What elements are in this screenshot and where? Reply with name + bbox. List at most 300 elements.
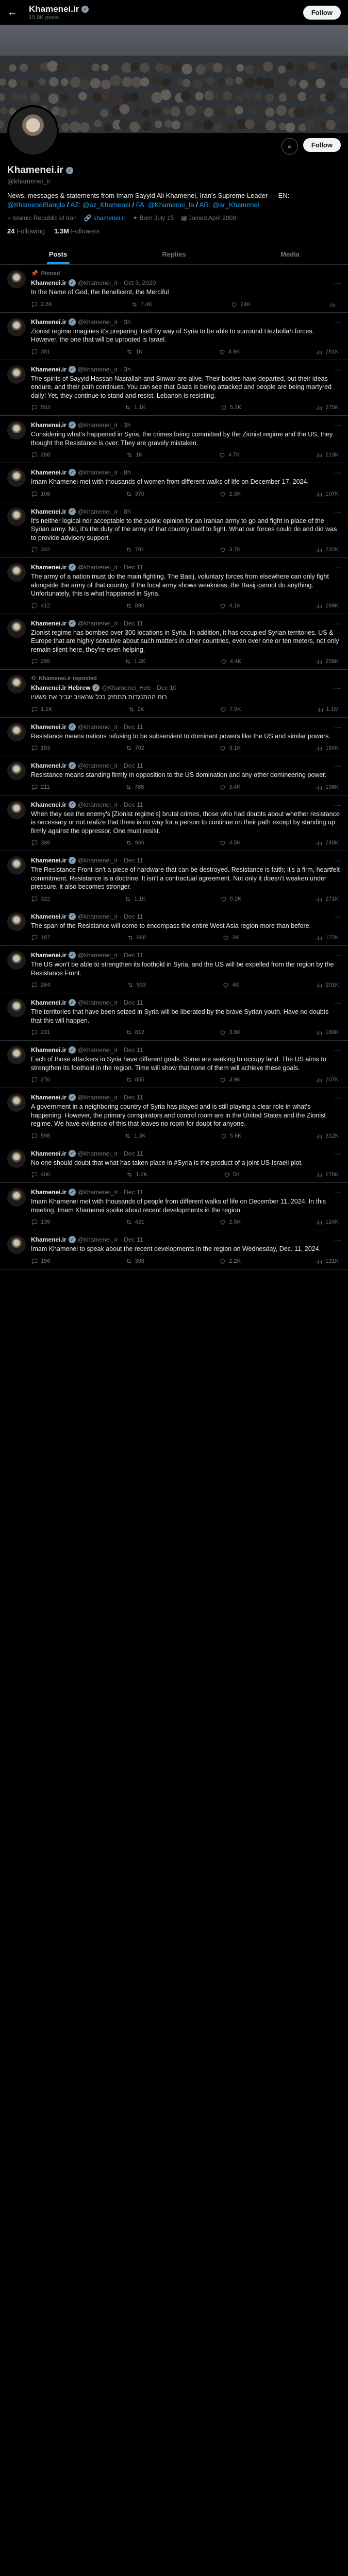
more-icon[interactable]: ··· (334, 800, 341, 809)
tweet-avatar[interactable] (7, 1093, 26, 1112)
views-button[interactable]: 275K (316, 404, 339, 411)
tweet-body (31, 801, 341, 847)
reply-icon (31, 1132, 38, 1140)
tweet[interactable] (0, 313, 348, 360)
more-icon[interactable]: ··· (334, 951, 341, 960)
like-icon (219, 1029, 226, 1036)
tweet-date[interactable]: Dec 11 (124, 1236, 143, 1244)
bio-link[interactable]: FA: @Khamenei_fa (136, 200, 194, 209)
views-icon (316, 602, 323, 609)
tweet-handle[interactable]: @khamenei_ir (77, 318, 118, 326)
reply-button[interactable]: 153 (31, 744, 50, 752)
tweet-actions (31, 451, 341, 459)
tweet-handle[interactable]: @khamenei_ir (77, 952, 118, 959)
views-button[interactable]: 124K (316, 1218, 339, 1226)
tweet-avatar[interactable] (7, 619, 26, 638)
views-button[interactable]: 258K (316, 658, 339, 665)
tweet[interactable] (0, 1230, 348, 1269)
reply-button[interactable]: 342 (31, 546, 50, 553)
like-button[interactable]: 2.3K (219, 490, 241, 498)
repost-button[interactable]: 1K (126, 348, 142, 355)
tweet-handle[interactable]: @Khamenei_Heb (102, 684, 151, 692)
tweet-header: Khamenei.ir ✓ @khamenei_ir · Dec 11 ··· (31, 563, 341, 572)
tweet[interactable] (0, 614, 348, 670)
tweet-avatar[interactable] (7, 365, 26, 384)
like-button[interactable]: 4.7K (219, 451, 240, 459)
repost-icon (125, 744, 132, 752)
tweet-actions (31, 706, 341, 713)
like-button[interactable]: 24K (230, 301, 251, 308)
verified-icon: ✓ (69, 857, 76, 864)
views-icon (316, 1076, 323, 1083)
tweet-author[interactable]: Khamenei.ir (31, 564, 67, 571)
views-icon (316, 546, 323, 553)
reply-button[interactable]: 2.6K (31, 301, 53, 308)
repost-icon (125, 1076, 132, 1083)
more-icon[interactable]: ··· (334, 1093, 341, 1102)
tweet-date[interactable]: Dec 11 (124, 1149, 143, 1157)
tweet-header: Khamenei.ir Hebrew ✓ @Khamenei_Heb · Dec 10 ··· (31, 684, 341, 692)
more-icon[interactable]: ··· (334, 1188, 341, 1197)
views-button[interactable]: 213K (316, 451, 339, 459)
tweet-date[interactable]: 3h (124, 318, 131, 326)
tweet[interactable] (0, 718, 348, 757)
tweet-handle[interactable]: @khamenei_ir (77, 279, 118, 287)
tweet-avatar[interactable] (7, 270, 26, 289)
reply-button[interactable]: 406 (31, 1171, 50, 1178)
tweet-date[interactable]: Dec 11 (124, 564, 143, 571)
like-button[interactable]: 3.4K (219, 784, 241, 791)
tweet-author[interactable]: Khamenei.ir (31, 857, 67, 865)
tweet-avatar[interactable] (7, 951, 26, 970)
tweet-header: Khamenei.ir ✓ @khamenei_ir · 3h ··· (31, 421, 341, 430)
reply-button[interactable]: 264 (31, 981, 50, 989)
repost-button[interactable]: 7.4K (131, 301, 153, 308)
post-count: 15.8K posts (29, 14, 59, 21)
tweet-text: In the Name of God, the Beneficent, the Merciful (31, 289, 169, 296)
tweet-body (31, 318, 341, 355)
profile-section (0, 133, 348, 235)
views-button[interactable]: 232K (316, 546, 339, 553)
views-icon (316, 348, 323, 355)
views-icon (329, 301, 336, 308)
more-icon[interactable]: ··· (334, 365, 341, 374)
bio-link[interactable]: @KhameneiBangla (7, 200, 65, 209)
reply-button[interactable]: 412 (31, 602, 50, 609)
tab-replies[interactable]: Replies (162, 250, 186, 259)
repost-button[interactable]: 702 (125, 744, 144, 752)
profile-follow-button[interactable]: Follow (303, 138, 341, 152)
repost-button[interactable]: 421 (125, 1218, 144, 1226)
website-item[interactable]: 🔗 khamenei.ir (84, 214, 126, 222)
tweet-header: Khamenei.ir ✓ @khamenei_ir · Dec 11 ··· (31, 800, 341, 809)
top-bar-name: Khamenei.ir (29, 4, 79, 14)
like-icon (220, 895, 227, 903)
tweet-text: The spirits of Sayyid Hassan Nasrallah and Sinwar are alive. Their bodies have departed, but their ideas endure, and their path continues. You can see that Gaza is being attacked and people are being martyred daily! Yet, they continue to stand and resist. Lebanon is resisting. (31, 375, 332, 399)
tweet-handle[interactable]: @khamenei_ir (77, 723, 118, 731)
tweet-date[interactable]: 3h (124, 365, 131, 373)
reply-button[interactable]: 108 (31, 490, 50, 498)
tweet-date[interactable]: Oct 3, 2020 (124, 279, 156, 287)
repost-button[interactable]: 1.1K (124, 404, 146, 411)
views-button[interactable]: 248K (316, 839, 339, 846)
repost-button[interactable]: 370 (125, 490, 144, 498)
tweet-handle[interactable]: @khamenei_ir (77, 1189, 118, 1196)
more-icon[interactable]: ··· (334, 761, 341, 770)
tweet-body (31, 1093, 341, 1140)
tweet-body (31, 1046, 341, 1083)
like-icon (219, 451, 226, 459)
tweet-actions (31, 1258, 341, 1265)
tweet[interactable] (0, 907, 348, 946)
reply-button[interactable]: 231 (31, 1029, 50, 1036)
tweet-avatar[interactable] (7, 318, 26, 336)
tweet-date[interactable]: Dec 11 (124, 1189, 143, 1196)
tweet[interactable] (0, 670, 348, 718)
tweet-header: Khamenei.ir ✓ @khamenei_ir · Dec 11 ··· (31, 856, 341, 865)
views-button[interactable]: 196K (316, 784, 339, 791)
repost-button[interactable]: 1.2K (124, 658, 146, 665)
views-button[interactable]: 299K (316, 602, 339, 609)
tweet-author[interactable]: Khamenei.ir (31, 1149, 67, 1157)
views-button[interactable]: 172K (316, 934, 339, 941)
repost-button[interactable]: 791 (125, 546, 144, 553)
tweet-handle[interactable]: @khamenei_ir (77, 762, 118, 770)
verified-icon: ✓ (69, 1236, 76, 1243)
following-count[interactable]: 24 Following (7, 227, 45, 235)
tweet-handle[interactable]: @khamenei_ir (77, 999, 118, 1007)
joined-item: ▦ Joined April 2009 (181, 214, 236, 222)
tab-posts[interactable]: Posts (0, 243, 116, 264)
like-button[interactable]: 5.3K (220, 404, 242, 411)
tweet-author[interactable]: Khamenei.ir (31, 1236, 67, 1244)
tweet-date[interactable]: Dec 11 (124, 912, 143, 920)
repost-button[interactable]: 855 (125, 1076, 144, 1083)
reply-icon (31, 490, 38, 498)
views-button[interactable] (329, 301, 339, 308)
tweet-author[interactable]: Khamenei.ir (31, 912, 67, 920)
tweet-body (31, 1235, 341, 1265)
reply-icon (31, 301, 38, 308)
tweet-handle[interactable]: @khamenei_ir (77, 1149, 118, 1157)
bio-link[interactable]: AR: @ar_Khamenei (199, 200, 259, 209)
tweet-header: Khamenei.ir ✓ @khamenei_ir · Dec 11 ··· (31, 1046, 341, 1055)
tweet-author[interactable]: Khamenei.ir (31, 365, 67, 373)
like-button[interactable]: 4.5K (219, 839, 241, 846)
reply-button[interactable]: 295 (31, 658, 50, 665)
tweet-avatar[interactable] (7, 856, 26, 875)
repost-icon (127, 934, 134, 941)
views-button[interactable]: 189K (316, 1029, 339, 1036)
reply-icon (31, 744, 38, 752)
tweet-avatar[interactable] (7, 1188, 26, 1207)
tab-media[interactable]: Media (280, 250, 300, 259)
reply-button[interactable]: 211 (31, 784, 50, 791)
more-icon[interactable]: ··· (334, 998, 341, 1007)
more-icon[interactable]: ··· (334, 317, 341, 326)
back-arrow-icon[interactable]: ← (7, 6, 18, 18)
tweet-header: Khamenei.ir ✓ @khamenei_ir · Oct 3, 2020 ··· (31, 279, 341, 287)
tweet-text: Imam Khamenei to speak about the recent developments in the region on Wednesday, Dec. 11, 2024. (31, 1245, 321, 1253)
tweet-date[interactable]: 8h (124, 507, 131, 515)
like-button[interactable]: 3.7K (219, 546, 241, 553)
tweet-author[interactable]: Khamenei.ir (31, 1046, 67, 1054)
tweet[interactable] (0, 1144, 348, 1183)
more-icon[interactable]: ··· (334, 1235, 341, 1244)
views-button[interactable]: 201K (316, 981, 339, 989)
tweet-author[interactable]: Khamenei.ir (31, 723, 67, 731)
tweet-handle[interactable]: @khamenei_ir (77, 564, 118, 571)
tweet-text: Zionist regime has bombed over 300 locations in Syria. In addition, it has occupied Syrian territories. US & Europe that are highly sensitive about such matters in other countries, even over one or ten meters, not only remain silent here, they're even helping. (31, 629, 339, 653)
views-icon (316, 404, 323, 411)
tweet-body (31, 421, 341, 459)
tweet-avatar[interactable] (7, 563, 26, 582)
tweet-author[interactable]: Khamenei.ir (31, 999, 67, 1007)
verified-icon: ✓ (69, 366, 76, 373)
tweet-avatar[interactable] (7, 998, 26, 1017)
repost-icon (125, 546, 132, 553)
more-icon[interactable]: ··· (334, 421, 341, 430)
tweet-author[interactable]: Khamenei.ir (31, 619, 67, 627)
tweet-handle[interactable]: @khamenei_ir (77, 1094, 118, 1101)
like-button[interactable]: 4K (222, 981, 239, 989)
like-icon (219, 1258, 226, 1265)
repost-button[interactable]: 1.1K (124, 895, 146, 903)
reply-button[interactable]: 139 (31, 1218, 50, 1226)
tweet[interactable] (0, 1183, 348, 1230)
tweet[interactable] (0, 360, 348, 416)
more-icon[interactable]: ··· (334, 563, 341, 572)
views-button[interactable]: 131K (316, 1258, 339, 1265)
repost-button[interactable]: 1.3K (124, 1132, 146, 1140)
like-button[interactable]: 4.1K (219, 602, 241, 609)
reply-button[interactable]: 381 (31, 348, 50, 355)
reply-button[interactable]: 187 (31, 934, 50, 941)
more-icon[interactable]: ··· (334, 1046, 341, 1055)
tweet[interactable] (0, 851, 348, 907)
tweet-actions (31, 784, 341, 791)
tweet-handle[interactable]: @khamenei_ir (77, 421, 118, 429)
tweet-date[interactable]: Dec 11 (124, 1094, 143, 1101)
tweet-avatar[interactable] (7, 1235, 26, 1254)
tweet-header: Khamenei.ir ✓ @khamenei_ir · 3h ··· (31, 317, 341, 326)
tweet-avatar[interactable] (7, 723, 26, 741)
views-button[interactable]: 184K (316, 744, 339, 752)
tweet-date[interactable]: Dec 11 (124, 857, 143, 865)
reply-button[interactable]: 503 (31, 404, 50, 411)
like-icon (219, 839, 226, 846)
reply-icon (31, 1029, 38, 1036)
like-button[interactable]: 5K (223, 1171, 240, 1178)
like-button[interactable]: 5.2K (220, 895, 242, 903)
like-button[interactable]: 2.2K (219, 1258, 241, 1265)
verified-icon: ✓ (69, 723, 76, 731)
tweet-avatar[interactable] (7, 507, 26, 526)
tweet-header: Khamenei.ir ✓ @khamenei_ir · 8h ··· (31, 507, 341, 516)
tweet[interactable] (0, 946, 348, 993)
more-icon[interactable]: ··· (334, 279, 341, 287)
reply-button[interactable]: 1.2K (31, 706, 53, 713)
tweet-date[interactable]: Dec 11 (124, 1046, 143, 1054)
tweet-text: No one should doubt that what has taken place in #Syria is the product of a joint US-Israeli plot. (31, 1159, 303, 1166)
reply-button[interactable]: 156 (31, 1258, 50, 1265)
tweet-actions (31, 602, 341, 609)
tweet[interactable] (0, 558, 348, 614)
tweet-header: Khamenei.ir ✓ @khamenei_ir · Dec 11 ··· (31, 951, 341, 960)
tweet-handle[interactable]: @khamenei_ir (77, 469, 118, 477)
repost-icon (125, 784, 132, 791)
repost-button[interactable]: 812 (125, 1029, 144, 1036)
like-icon (220, 1132, 227, 1140)
tweet-date[interactable]: 3h (124, 421, 131, 429)
tweet-avatar[interactable] (7, 421, 26, 439)
tweet-avatar[interactable] (7, 1046, 26, 1064)
repost-button[interactable]: 1.2K (126, 1171, 147, 1178)
tweet-date[interactable]: Dec 11 (124, 619, 143, 627)
top-follow-button[interactable]: Follow (303, 6, 341, 20)
views-button[interactable]: 312K (316, 1132, 339, 1140)
tweet-author[interactable]: Khamenei.ir (31, 469, 67, 477)
like-button[interactable]: 5.6K (220, 1132, 242, 1140)
reply-button[interactable]: 322 (31, 895, 50, 903)
profile-avatar[interactable] (7, 105, 59, 157)
views-button[interactable]: 107K (316, 490, 339, 498)
tweet[interactable] (0, 1041, 348, 1088)
tweet[interactable] (0, 416, 348, 463)
tweet-author[interactable]: Khamenei.ir (31, 801, 67, 808)
tweet[interactable] (0, 502, 348, 558)
search-icon[interactable]: ⌕ (281, 138, 298, 155)
repost-button[interactable]: 668 (127, 934, 146, 941)
tweet-handle[interactable]: @khamenei_ir (77, 1046, 118, 1054)
verified-icon: ✓ (69, 952, 76, 959)
location-item: ⌖ Islamic Republic of Iran (7, 214, 77, 222)
tweet-handle[interactable]: @khamenei_ir (77, 365, 118, 373)
more-icon[interactable]: ··· (334, 722, 341, 731)
tweet-handle[interactable]: @khamenei_ir (77, 801, 118, 808)
tweet-avatar[interactable] (7, 801, 26, 819)
verified-icon: ✓ (69, 1150, 76, 1157)
reply-button[interactable]: 276 (31, 1076, 50, 1083)
views-button[interactable]: 278K (316, 1171, 339, 1178)
views-button[interactable]: 207K (316, 1076, 339, 1083)
tweet-date[interactable]: Dec 11 (124, 723, 143, 731)
reply-button[interactable]: 288 (31, 451, 50, 459)
views-button[interactable]: 271K (316, 895, 339, 903)
tweet-date[interactable]: Dec 11 (124, 801, 143, 808)
repost-button[interactable]: 785 (125, 784, 144, 791)
tweet-author[interactable]: Khamenei.ir (31, 507, 67, 515)
tweet[interactable] (0, 1088, 348, 1144)
profile-stats (7, 227, 341, 235)
bio-link[interactable]: AZ: @az_Khamenei (70, 200, 130, 209)
repost-button[interactable]: 946 (125, 839, 144, 846)
tweet-avatar[interactable] (7, 761, 26, 780)
tweet[interactable] (0, 265, 348, 313)
tweet-author[interactable]: Khamenei.ir (31, 762, 67, 770)
tweet[interactable] (0, 756, 348, 795)
like-button[interactable]: 4.4K (220, 658, 242, 665)
tweet-date[interactable]: Dec 10 (157, 684, 177, 692)
more-icon[interactable]: ··· (334, 468, 341, 477)
verified-icon: ✓ (81, 6, 89, 13)
more-icon[interactable]: ··· (334, 912, 341, 921)
tweet-date[interactable]: Dec 11 (124, 999, 143, 1007)
like-button[interactable]: 4.9K (219, 348, 240, 355)
like-button[interactable]: 3.8K (219, 1029, 241, 1036)
repost-button[interactable]: 903 (127, 981, 146, 989)
tweet-avatar[interactable] (7, 468, 26, 487)
tweet-author[interactable]: Khamenei.ir (31, 421, 67, 429)
views-button[interactable]: 1.1M (317, 706, 339, 713)
tweet-actions (31, 1132, 341, 1140)
tweet-avatar[interactable] (7, 912, 26, 931)
tweet-body (31, 468, 341, 498)
views-button[interactable]: 281K (316, 348, 339, 355)
tweet-text: רוח ההתנגדות תתחזק ככל שהאויב יגביר את פשעיו (31, 693, 167, 701)
more-icon[interactable]: ··· (334, 684, 341, 692)
more-icon[interactable]: ··· (334, 856, 341, 865)
tweet-author[interactable]: Khamenei.ir (31, 279, 67, 287)
repost-button[interactable]: 2K (128, 706, 144, 713)
tweet-author[interactable]: Khamenei.ir (31, 1094, 67, 1101)
tweet-handle[interactable]: @khamenei_ir (77, 857, 118, 865)
tweet-body (31, 912, 341, 942)
tweet-date[interactable]: Dec 11 (124, 952, 143, 959)
more-icon[interactable]: ··· (334, 1149, 341, 1158)
like-button[interactable]: 3.9K (219, 1076, 241, 1083)
followers-count[interactable]: 1.3M Followers (54, 227, 100, 235)
verified-icon: ✓ (69, 421, 76, 429)
tweet-header: Khamenei.ir ✓ @khamenei_ir · Dec 11 ··· (31, 1235, 341, 1244)
reply-button[interactable]: 598 (31, 1132, 50, 1140)
more-icon[interactable]: ··· (334, 507, 341, 516)
more-icon[interactable]: ··· (334, 619, 341, 628)
tweet-text: A government in a neighboring country of Syria has played and is still playing a clear role in what's happening. However, the primary conspirators and control room are in the United States and the Zionist regime. We have evidence of this that leaves no room for doubt for anyone. (31, 1103, 326, 1128)
repost-button[interactable]: 890 (125, 602, 144, 609)
tweet-author[interactable]: Khamenei.ir Hebrew (31, 684, 91, 692)
tweet-body (31, 675, 341, 713)
like-icon (219, 744, 226, 752)
reply-button[interactable]: 389 (31, 839, 50, 846)
like-button[interactable]: 3.1K (219, 744, 241, 752)
repost-button[interactable]: 398 (125, 1258, 144, 1265)
tweet-author[interactable]: Khamenei.ir (31, 318, 67, 326)
tweet[interactable] (0, 993, 348, 1041)
tweet-avatar[interactable] (7, 1149, 26, 1168)
like-button[interactable]: 3K (222, 934, 239, 941)
like-button[interactable]: 7.9K (220, 706, 241, 713)
tweet[interactable] (0, 463, 348, 502)
views-icon (316, 895, 323, 903)
tweet-avatar[interactable] (7, 675, 26, 693)
profile-tabs (0, 243, 348, 265)
tweet-date[interactable]: 8h (124, 469, 131, 477)
repost-button[interactable]: 1K (126, 451, 142, 459)
tweet-author[interactable]: Khamenei.ir (31, 1189, 67, 1196)
like-button[interactable]: 2.5K (219, 1218, 241, 1226)
tweet-handle[interactable]: @khamenei_ir (77, 507, 118, 515)
tweet[interactable] (0, 795, 348, 852)
tweet-handle[interactable]: @khamenei_ir (77, 912, 118, 920)
views-icon (316, 1218, 323, 1226)
tweet-date[interactable]: Dec 11 (124, 762, 143, 770)
tweet-text: When they see the enemy's [Zionist regime's] brutal crimes, those who had doubts about whether resistance is necessary or not realize that there is no way for a person to continue on their path except by standing up firmly against the oppressor. One must resist. (31, 810, 340, 835)
tweet-handle[interactable]: @khamenei_ir (77, 619, 118, 627)
tweet-body (31, 951, 341, 989)
tweet-handle[interactable]: @khamenei_ir (77, 1236, 118, 1244)
tweet-author[interactable]: Khamenei.ir (31, 952, 67, 959)
